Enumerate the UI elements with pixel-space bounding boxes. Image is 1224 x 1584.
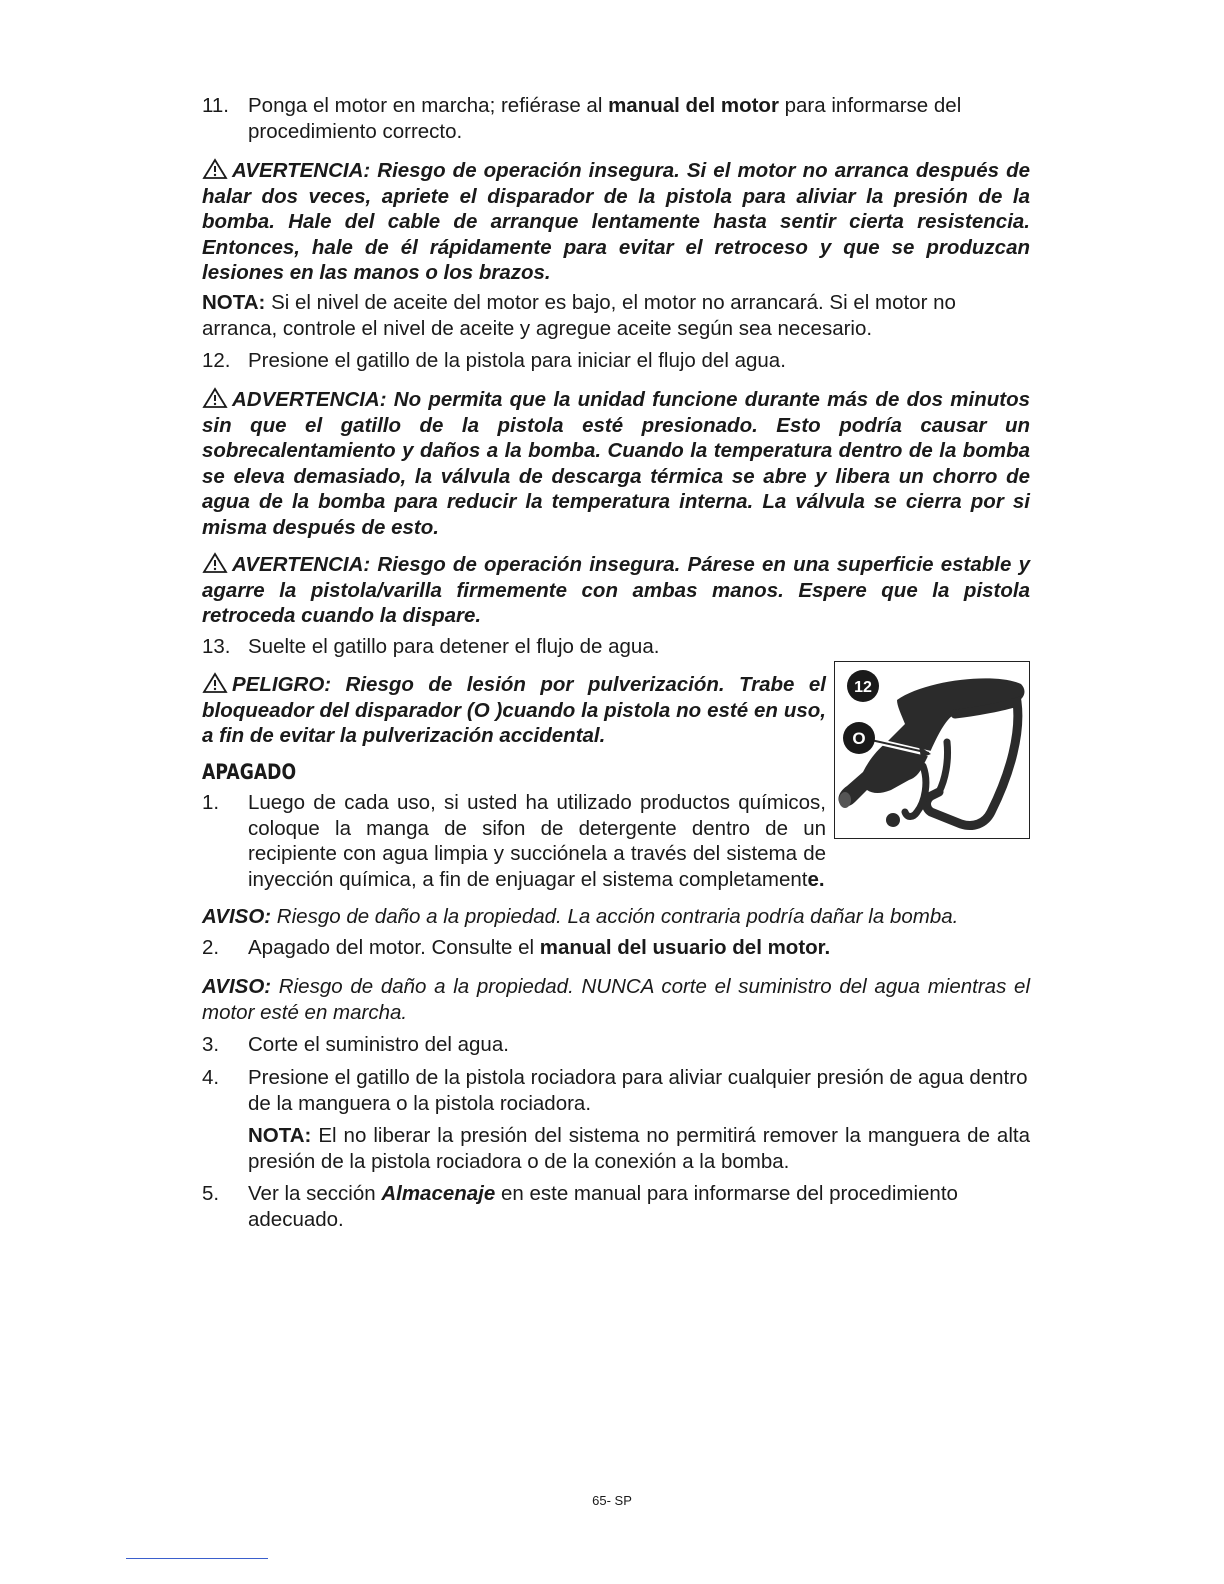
step-number: 4. bbox=[202, 1066, 220, 1089]
note-label: NOTA: bbox=[202, 291, 266, 314]
warning-block: AVERTENCIA: Riesgo de operación insegura. Si el motor no arranca después de halar dos veces, apriete el disparador de la pistola para aliviar la presión de la bomba. Hale del cable de arranque lentamente hasta sentir cierta resistencia. Entonces, hale de él rápidamente para evitar el retroceso y que se produzcan lesiones en las manos o los brazos. bbox=[202, 159, 1030, 284]
off-step-5-text: Ver la sección Almacenaje en este manual para informarse del procedimiento adecuado. bbox=[248, 1182, 958, 1231]
section-title: APAGADO bbox=[202, 760, 297, 784]
danger-label: PELIGRO: bbox=[232, 673, 332, 696]
page-number: 65- SP bbox=[592, 1493, 632, 1508]
notice-block: AVISO: Riesgo de daño a la propiedad. NUNCA corte el suministro del agua mientras el motor esté en marcha. bbox=[202, 975, 1030, 1024]
user-manual-ref: manual del usuario del motor. bbox=[539, 936, 831, 959]
notice-label: AVISO: bbox=[202, 905, 272, 928]
spray-gun-illustration bbox=[835, 662, 1028, 837]
step-number: 3. bbox=[202, 1033, 220, 1056]
step-number: 12. bbox=[202, 349, 231, 372]
warning-block: AVERTENCIA: Riesgo de operación insegura. Párese en una superficie estable y agarre la pistola/varilla firmemente con ambas manos. Espere que la pistola retroceda cuando la dispare. bbox=[202, 553, 1030, 627]
notice-label: AVISO: bbox=[202, 975, 272, 998]
off-step-2-text: Apagado del motor. Consulte el manual del usuario del motor. bbox=[248, 936, 831, 959]
step-number: 5. bbox=[202, 1182, 220, 1205]
note-label: NOTA: bbox=[248, 1124, 312, 1147]
warning-block: ADVERTENCIA: No permita que la unidad funcione durante más de dos minutos sin que el gatillo de la pistola esté presionado. Esto podría causar un sobrecalentamiento y daños a la bomba. Cuando la temperatura dentro de la bomba se eleva demasiado, la válvula de descarga térmica se abre y libera un chorro de agua de la bomba para reducir la temperatura interna. La válvula se cierra por si misma después de esto. bbox=[202, 388, 1030, 539]
step-number: 13. bbox=[202, 635, 231, 658]
step-12-text: Presione el gatillo de la pistola para iniciar el flujo del agua. bbox=[248, 349, 786, 372]
step-number: 1. bbox=[202, 791, 220, 814]
note-block: NOTA: Si el nivel de aceite del motor es bajo, el motor no arrancará. Si el motor no arranca, controle el nivel de aceite y agregue aceite según sea necesario. bbox=[202, 291, 956, 340]
off-step-3-text: Corte el suministro del agua. bbox=[248, 1033, 509, 1056]
badge-12-label: 12 bbox=[854, 679, 872, 696]
warning-triangle-icon bbox=[202, 672, 228, 694]
warning-triangle-icon bbox=[202, 158, 228, 180]
step-11-text: Ponga el motor en marcha; refiérase al manual del motor para informarse del procedimiento correcto. bbox=[248, 94, 962, 143]
warning-triangle-icon bbox=[202, 387, 228, 409]
badge-o-label: O bbox=[852, 729, 866, 748]
off-step-1-text: Luego de cada uso, si usted ha utilizado productos químicos, coloque la manga de sifon de detergente dentro de un recipiente con agua limpia y succiónela a través del sistema de inyección química, a fin de enjuagar el sistema completamente. bbox=[248, 791, 826, 891]
bottom-rule bbox=[126, 1558, 268, 1559]
spray-gun-figure bbox=[834, 661, 1030, 839]
notice-block: AVISO: Riesgo de daño a la propiedad. La acción contraria podría dañar la bomba. bbox=[202, 905, 959, 928]
danger-block: PELIGRO: Riesgo de lesión por pulverización. Trabe el bloqueador del disparador (O )cuando la pistola no esté en uso, a fin de evitar la pulverización accidental. bbox=[202, 673, 826, 747]
step-number: 11. bbox=[202, 94, 229, 117]
off-step-4-text: Presione el gatillo de la pistola rociadora para aliviar cualquier presión de agua dentro de la manguera o la pistola rociadora. bbox=[248, 1066, 1028, 1115]
warning-triangle-icon bbox=[202, 552, 228, 574]
warning-label: AVERTENCIA: bbox=[232, 159, 371, 182]
engine-manual-ref: manual del motor bbox=[608, 94, 779, 117]
note-block: NOTA: El no liberar la presión del sistema no permitirá remover la manguera de alta presión de la pistola rociadora o de la conexión a la bomba. bbox=[248, 1124, 1030, 1173]
step-number: 2. bbox=[202, 936, 220, 959]
storage-section-ref: Almacenaje bbox=[381, 1182, 496, 1205]
step-13-text: Suelte el gatillo para detener el flujo de agua. bbox=[248, 635, 660, 658]
warning-label: ADVERTENCIA: bbox=[232, 388, 387, 411]
warning-label: AVERTENCIA: bbox=[232, 553, 371, 576]
